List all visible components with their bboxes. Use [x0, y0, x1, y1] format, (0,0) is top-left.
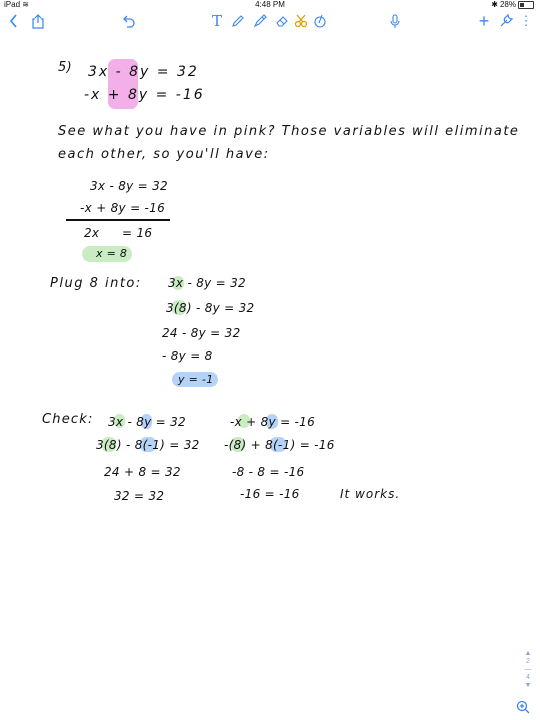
check-left-3: 24 + 8 = 32	[104, 465, 181, 479]
check-left-2: 3(8) - 8(-1) = 32	[96, 438, 200, 452]
sum-result-left: 2x	[84, 226, 100, 240]
notes-toolbar	[0, 10, 540, 32]
status-right	[491, 0, 534, 9]
text-tool-icon[interactable]: T	[211, 12, 222, 30]
undo-icon[interactable]	[120, 13, 136, 29]
x-solution: x = 8	[96, 247, 128, 260]
microphone-icon[interactable]	[388, 13, 402, 29]
settings-icon[interactable]	[498, 13, 514, 29]
shapes-icon[interactable]	[312, 13, 328, 29]
plug-label: Plug 8 into:	[50, 276, 142, 291]
total-pages: 4	[526, 674, 530, 681]
zoom-icon[interactable]	[516, 700, 530, 714]
check-left-1: 3x - 8y = 32	[108, 415, 186, 429]
lasso-icon[interactable]	[292, 13, 310, 29]
status-bar	[0, 0, 540, 10]
check-right-2: -(8) + 8(-1) = -16	[224, 438, 335, 452]
check-right-1: -x + 8y = -16	[230, 415, 316, 429]
check-left-4: 32 = 32	[114, 489, 165, 503]
wifi-icon: ≋	[22, 0, 29, 9]
back-chevron-icon[interactable]	[6, 13, 20, 29]
check-label: Check:	[42, 412, 94, 427]
battery-percent: 28%	[499, 0, 516, 9]
conclusion: It works.	[340, 487, 401, 501]
problem-number: 5)	[58, 60, 72, 75]
chevron-up-icon[interactable]: ▲	[524, 650, 532, 657]
more-icon[interactable]: ⋮	[519, 13, 533, 28]
plug-step-3: - 8y = 8	[162, 349, 213, 363]
explanation-line-1: See what you have in pink? Those variables will eliminate	[58, 124, 520, 139]
device-label: iPad ≋	[4, 0, 29, 9]
equation-1: 3x - 8y = 32	[88, 64, 199, 80]
explanation-line-2: each other, so you'll have:	[58, 147, 270, 162]
equation-2: -x + 8y = -16	[84, 87, 205, 103]
check-right-4: -16 = -16	[240, 487, 300, 501]
check-right-3: -8 - 8 = -16	[232, 465, 305, 479]
sum-equation-1: 3x - 8y = 32	[90, 179, 168, 193]
plug-equation: 3x - 8y = 32	[168, 276, 246, 290]
note-page[interactable]	[0, 32, 540, 720]
battery-icon	[518, 1, 534, 9]
highlighter-icon[interactable]	[252, 13, 268, 29]
y-solution: y = -1	[178, 373, 214, 386]
current-page: 2	[526, 658, 530, 665]
sum-line	[66, 219, 170, 221]
clock: 4:48 PM	[255, 0, 285, 9]
eraser-icon[interactable]	[274, 13, 290, 29]
page-divider: ―	[524, 666, 532, 673]
plug-step-2: 24 - 8y = 32	[162, 326, 241, 340]
page-scroller[interactable]	[522, 650, 534, 690]
add-icon[interactable]: +	[478, 11, 490, 31]
sum-equation-2: -x + 8y = -16	[80, 201, 166, 215]
chevron-down-icon[interactable]: ▼	[524, 682, 532, 689]
sum-result-right: = 16	[122, 226, 153, 240]
plug-step-1: 3(8) - 8y = 32	[166, 301, 255, 315]
pen-icon[interactable]	[230, 13, 246, 29]
bluetooth-icon: ✱	[491, 0, 498, 9]
export-icon[interactable]	[30, 13, 46, 29]
